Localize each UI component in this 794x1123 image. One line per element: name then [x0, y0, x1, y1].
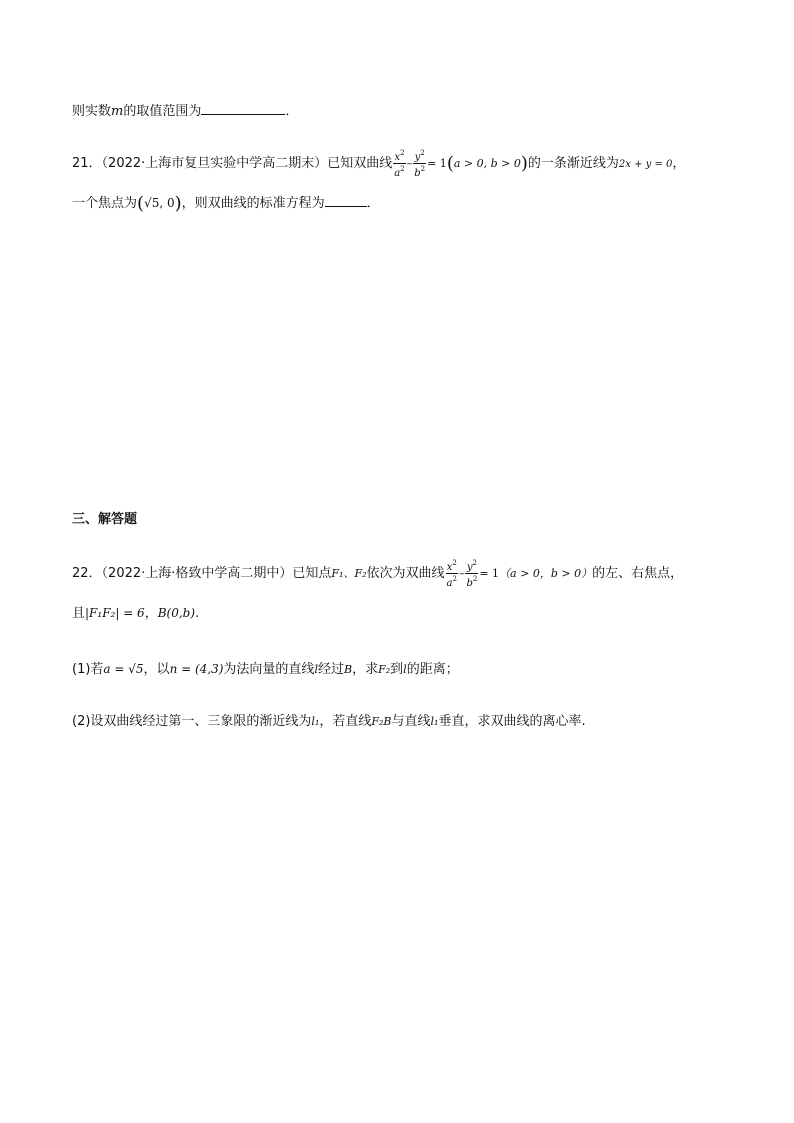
q21-text-b: 的一条渐近线为 [527, 156, 619, 171]
q22-part1-t3: 经过 [317, 662, 344, 677]
q22-part2-label: (2)设双曲线经过第一、三象限的渐近线为 [72, 714, 312, 729]
q22-part2-t2: 与直线 [391, 714, 431, 729]
q22-line2-end: . [195, 606, 200, 621]
q22-part1-t5: 到 [390, 662, 404, 677]
q22-text-a: 已知点 [292, 566, 332, 581]
q21-answer-blank[interactable] [325, 194, 367, 207]
q22-point-b: B(0,b) [157, 606, 196, 620]
q22-part1-l: l [314, 663, 318, 676]
q22-line2 [72, 603, 199, 624]
q21-focus: √5, 0 [144, 196, 175, 210]
q21-asymptote: 2x + y = 0 [618, 159, 673, 170]
q21-text-a: 已知双曲线 [327, 156, 393, 171]
q22-part2-t1: ，若直线 [319, 714, 372, 729]
q21-line2-b: ，则双曲线的标准方程为 [181, 196, 325, 211]
q22-part2-l1: l₁ [311, 715, 320, 728]
q20-answer-blank[interactable] [201, 102, 285, 115]
q21-number: 21． [72, 156, 102, 171]
section-3-title: 三、解答题 [72, 512, 138, 527]
q20-var-m: m [111, 104, 124, 119]
q21-line2: 一个焦点为(√5, 0)，则双曲线的标准方程为 ． [72, 193, 380, 214]
q22-part1-t4: ，求 [352, 662, 379, 677]
q22-line2-a: 且 [72, 606, 86, 621]
q22-part1-l2: l [403, 663, 407, 676]
q22-part1-t1: ，以 [143, 662, 170, 677]
q22-eq-tail: = 1 [479, 567, 500, 580]
q21-line1: 21．（2022·上海市复旦实验中学高二期末）已知双曲线 $\frac{x^2}{a^2}$ – $\frac{y^2}{b^2}$ = 1(a > 0, b > 0)的一条渐近线为2x + y = 0， [72, 149, 686, 179]
q22-part1-t2: 为法向量的直线 [223, 662, 315, 677]
q21-source: （2022·上海市复旦实验中学高二期末） [101, 156, 328, 171]
q20-text-prefix: 则实数 [72, 104, 112, 119]
q21-frac-x: $\frac{x^2}{a^2}$ [394, 149, 405, 179]
q22-line2-b: ， [144, 606, 158, 621]
q22-text-b: 依次为双曲线 [366, 566, 445, 581]
q21-text-c: ， [672, 156, 686, 171]
q22-source: （2022·上海·格致中学高二期中） [101, 566, 293, 581]
q22-number: 22． [72, 566, 102, 581]
q22-abs-val: |F₁F₂| = 6 [85, 606, 145, 620]
q20-tail-line [72, 102, 298, 122]
q22-part2-F2B: F₂B [371, 715, 392, 728]
q22-cond: （a > 0，b > 0） [499, 567, 593, 580]
q22-part2 [72, 712, 586, 732]
q21-eq-tail: = 1 [427, 157, 447, 170]
q22-part1-vector: n = (4,3) [169, 662, 224, 676]
q22-text-c: 的左、右焦点， [592, 566, 684, 581]
q22-frac-y: $\frac{y^2}{b^2}$ [466, 559, 478, 589]
q22-line1: 22．（2022·上海·格致中学高二期中）已知点F₁、F₂依次为双曲线 $\frac{x^2}{a^2}$ – $\frac{y^2}{b^2}$ = 1（a > 0，b > 0）的左、右焦点， [72, 559, 684, 589]
q21-cond: a > 0, b > 0 [453, 157, 521, 170]
q20-text-end: ． [285, 104, 299, 119]
q22-part1-label: (1)若 [72, 662, 104, 677]
q22-part2-t3: 垂直，求双曲线的离心率. [438, 714, 586, 729]
q22-part2-l1b: l₁ [430, 715, 439, 728]
q22-part1-t6: 的距离； [406, 662, 459, 677]
q22-part1-a-val: a = √5 [103, 662, 144, 676]
q22-frac-x: $\frac{x^2}{a^2}$ [446, 559, 457, 589]
q22-points: F₁、F₂ [331, 567, 367, 580]
q21-frac-y: $\frac{y^2}{b^2}$ [414, 149, 426, 179]
q22-part1 [72, 659, 459, 680]
q21-line2-a: 一个焦点为 [72, 196, 138, 211]
q21-line2-end: ． [366, 196, 380, 211]
q22-part1-B: B [343, 663, 353, 676]
q20-text-suffix: 的取值范围为 [123, 104, 202, 119]
q22-part1-F2: F₂ [378, 663, 391, 676]
